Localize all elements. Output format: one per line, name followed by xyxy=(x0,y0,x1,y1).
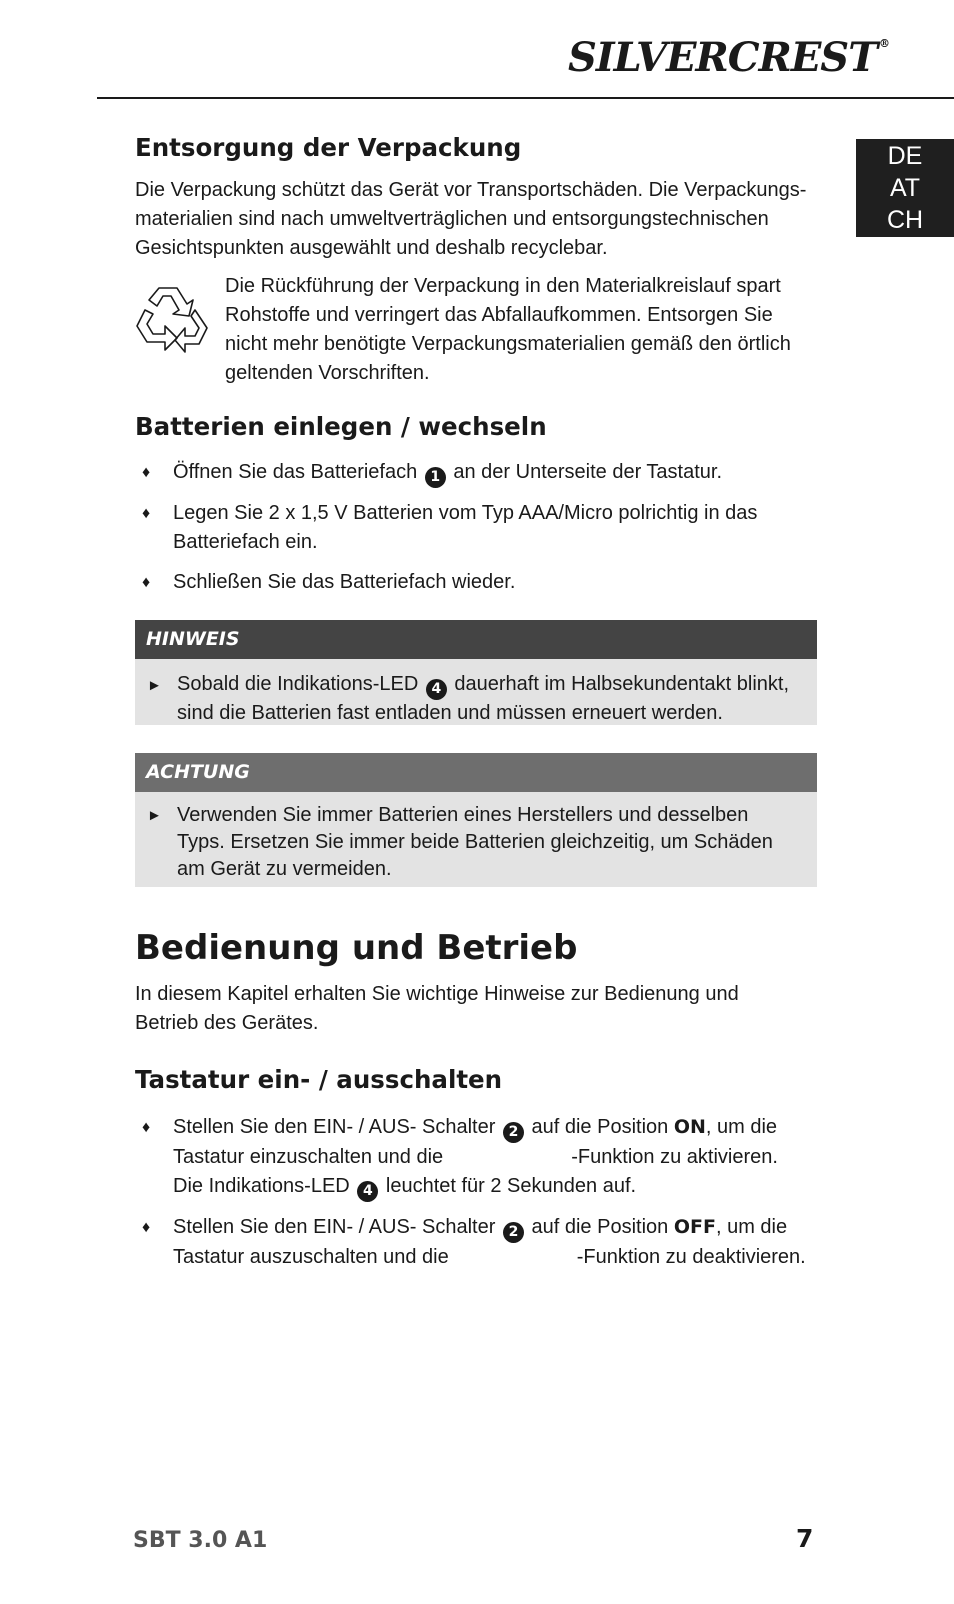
recycling-paragraph xyxy=(225,272,791,388)
heading-batteries: Batterien einlegen / wechseln xyxy=(135,412,547,441)
heading-packaging: Entsorgung der Verpackung xyxy=(135,133,522,162)
switch-on-line-3b: leuchtet für 2 Sekunden auf. xyxy=(385,1175,637,1197)
list-item xyxy=(140,499,757,557)
list-item xyxy=(140,568,757,597)
switch-off-text-b: auf die Position xyxy=(531,1216,669,1238)
packaging-line-1: Die Verpackung schützt das Gerät vor Transportschäden. Die Verpackungs- xyxy=(135,179,807,201)
operation-intro-line-1: In diesem Kapitel erhalten Sie wichtige Hinweise zur Bedienung und xyxy=(135,983,739,1005)
recycle-icon xyxy=(133,280,215,360)
callout-number-icon: 2 xyxy=(503,1222,524,1243)
note-text-end: dauerhaft im Halbsekundentakt blinkt, xyxy=(454,673,790,695)
heading-keyboard-switch: Tastatur ein- / ausschalten xyxy=(135,1065,503,1094)
packaging-line-2: materialien sind nach umweltverträglichen und entsorgungstechnischen xyxy=(135,208,769,230)
recycling-line-4: geltenden Vorschriften. xyxy=(225,362,430,384)
lang-ch: CH xyxy=(886,206,924,234)
list-item xyxy=(140,458,757,488)
diamond-bullet-icon: ♦ xyxy=(142,464,151,481)
caution-label: ACHTUNG xyxy=(135,753,817,792)
switch-off-line-2a: Tastatur auszuschalten und die xyxy=(173,1246,449,1268)
callout-number-icon: 4 xyxy=(357,1181,378,1202)
recycling-line-1: Die Rückführung der Verpackung in den Materialkreislauf spart xyxy=(225,275,781,297)
diamond-bullet-icon: ♦ xyxy=(142,1219,151,1236)
footer-model-number: SBT 3.0 A1 xyxy=(133,1528,268,1553)
heading-operation: Bedienung und Betrieb xyxy=(135,928,578,968)
caution-body xyxy=(135,792,817,887)
caution-line-1: Verwenden Sie immer Batterien eines Herstellers und desselben xyxy=(177,804,749,826)
packaging-paragraph xyxy=(135,176,806,263)
note-text-start: Sobald die Indikations-LED xyxy=(177,673,419,695)
switch-on-position: ON xyxy=(673,1116,706,1138)
recycling-line-3: nicht mehr benötigte Verpackungsmaterialien gemäß den örtlich xyxy=(225,333,791,355)
brand-logo-text: SILVERCREST xyxy=(568,34,877,81)
switch-on-line-3a: Die Indikations-LED xyxy=(173,1175,350,1197)
battery-step-2-line-2: Batteriefach ein. xyxy=(173,531,318,553)
callout-number-icon: 2 xyxy=(503,1122,524,1143)
switch-on-text-c: , um die xyxy=(705,1116,778,1138)
list-item xyxy=(140,1213,806,1272)
note-body xyxy=(135,659,817,725)
battery-step-3-text: Schließen Sie das Batteriefach wieder. xyxy=(173,571,516,593)
operation-intro xyxy=(135,980,739,1038)
battery-steps xyxy=(140,458,757,597)
language-tab xyxy=(856,139,954,237)
switch-on-line-2a: Tastatur einzuschalten und die xyxy=(173,1146,444,1168)
note-box xyxy=(135,620,817,725)
diamond-bullet-icon: ♦ xyxy=(142,574,151,591)
switch-on-line-2b: -Funktion zu aktivieren. xyxy=(571,1146,778,1168)
battery-step-1-text-end: an der Unterseite der Tastatur. xyxy=(453,461,723,483)
switch-off-position: OFF xyxy=(673,1216,716,1238)
note-label: HINWEIS xyxy=(135,620,817,659)
packaging-line-3: Gesichtspunkten ausgewählt und deshalb recyclebar. xyxy=(135,237,608,259)
switch-off-text-a: Stellen Sie den EIN- / AUS- Schalter xyxy=(173,1216,496,1238)
recycling-line-2: Rohstoffe und verringert das Abfallaufkommen. Entsorgen Sie xyxy=(225,304,773,326)
lang-at: AT xyxy=(889,174,921,202)
switch-off-line-2b: -Funktion zu deaktivieren. xyxy=(576,1246,806,1268)
brand-logo xyxy=(568,34,889,81)
caution-line-3: am Gerät zu vermeiden. xyxy=(177,858,392,880)
switch-off-text-c: , um die xyxy=(715,1216,788,1238)
caution-line-2: Typs. Ersetzen Sie immer beide Batterien gleichzeitig, um Schäden xyxy=(177,831,773,853)
switch-on-text-a: Stellen Sie den EIN- / AUS- Schalter xyxy=(173,1116,496,1138)
list-item xyxy=(140,1113,806,1202)
registered-mark: ® xyxy=(878,37,889,50)
diamond-bullet-icon: ♦ xyxy=(142,1119,151,1136)
switch-steps xyxy=(140,1113,806,1272)
callout-number-icon: 1 xyxy=(425,467,446,488)
arrow-bullet-icon: ► xyxy=(147,807,162,824)
battery-step-1-text: Öffnen Sie das Batteriefach xyxy=(173,461,418,483)
switch-on-text-b: auf die Position xyxy=(531,1116,669,1138)
page-number: 7 xyxy=(796,1524,814,1553)
note-text-line-2: sind die Batterien fast entladen und müssen erneuert werden. xyxy=(177,702,723,724)
diamond-bullet-icon: ♦ xyxy=(142,505,151,522)
callout-number-icon: 4 xyxy=(426,679,447,700)
lang-de: DE xyxy=(887,142,923,170)
arrow-bullet-icon: ► xyxy=(147,677,162,694)
battery-step-2-line-1: Legen Sie 2 x 1,5 V Batterien vom Typ AAA/Micro polrichtig in das xyxy=(173,502,758,524)
operation-intro-line-2: Betrieb des Gerätes. xyxy=(135,1012,319,1034)
header-divider xyxy=(97,97,954,99)
caution-box xyxy=(135,753,817,887)
